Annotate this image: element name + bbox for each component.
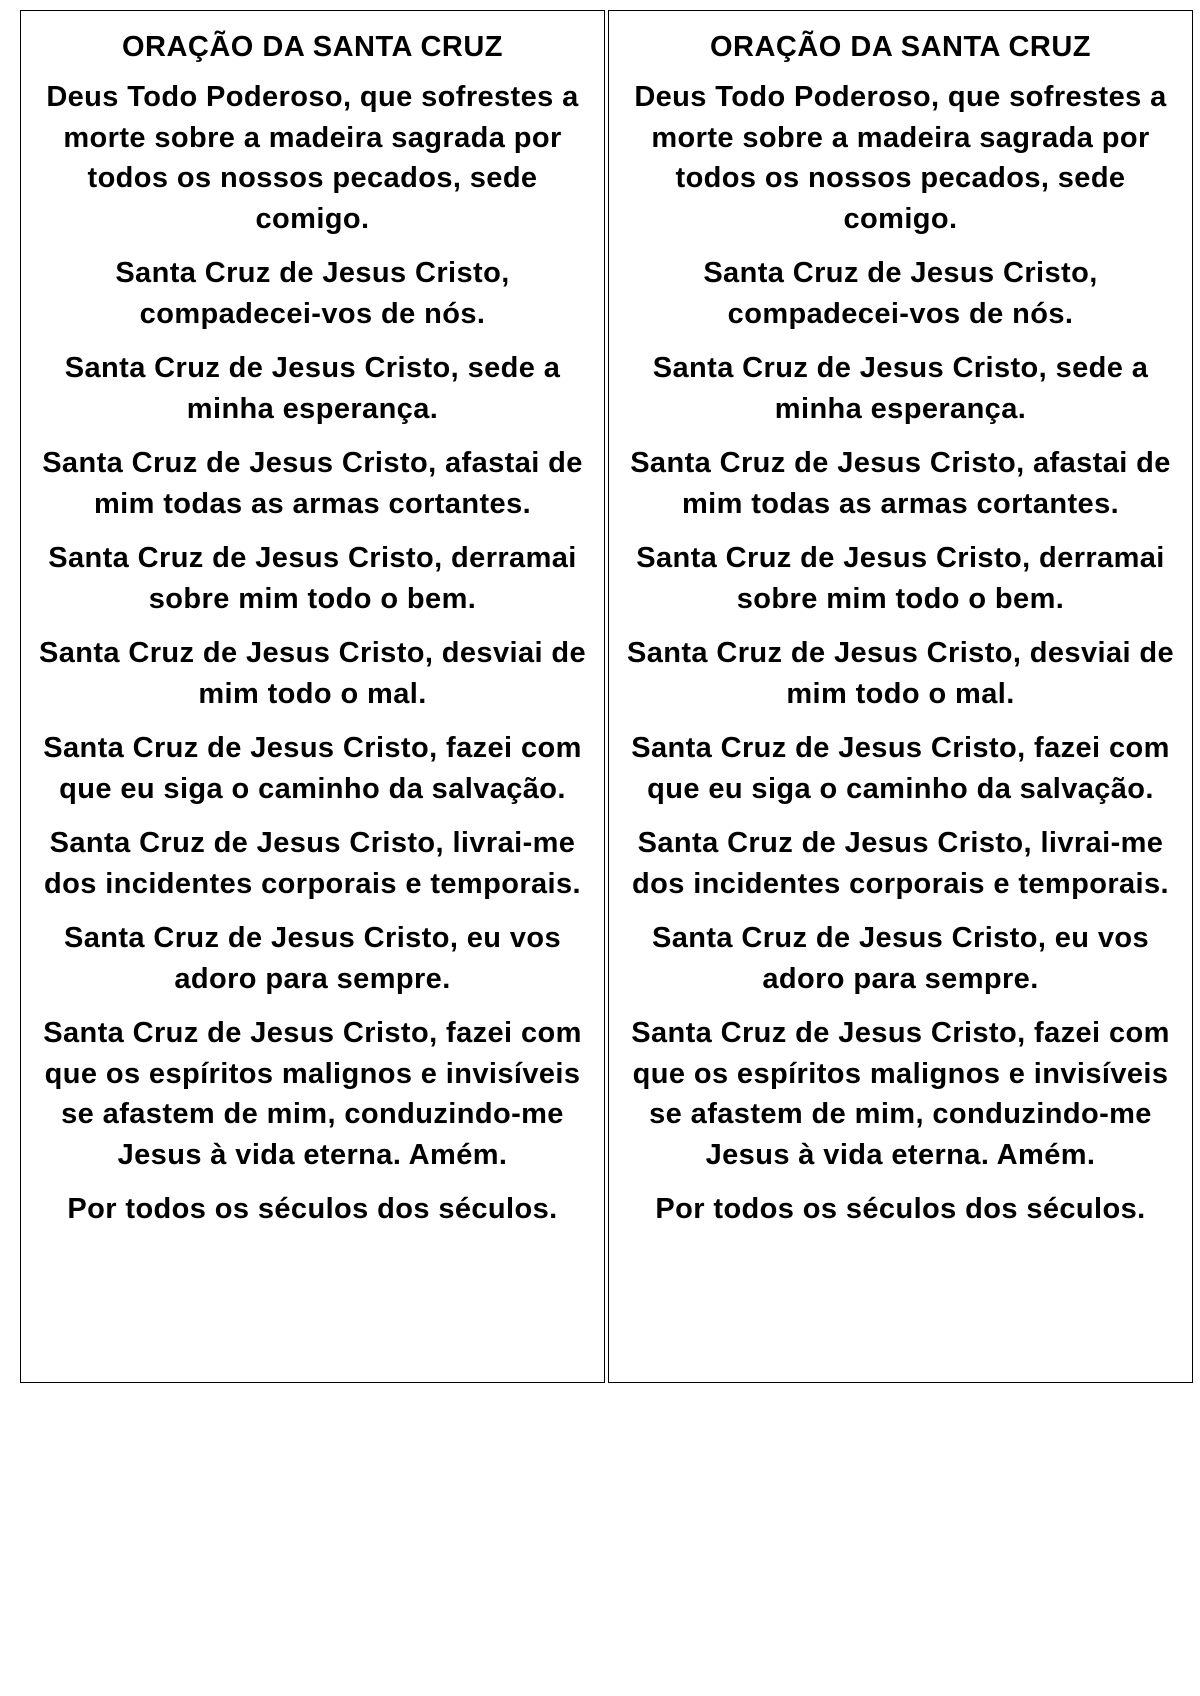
prayer-title: ORAÇÃO DA SANTA CRUZ xyxy=(121,31,504,63)
prayer-paragraph: Santa Cruz de Jesus Cristo, sede a minha esperança. xyxy=(652,352,1149,425)
prayer-paragraph: Santa Cruz de Jesus Cristo, fazei com que eu siga o caminho da salvação. xyxy=(43,732,582,805)
prayer-paragraph: Santa Cruz de Jesus Cristo, desviai de mim todo o mal. xyxy=(626,637,1175,710)
prayer-paragraph: Santa Cruz de Jesus Cristo, eu vos adoro para sempre. xyxy=(63,922,562,995)
prayer-title: ORAÇÃO DA SANTA CRUZ xyxy=(709,31,1092,63)
prayer-paragraph: Santa Cruz de Jesus Cristo, afastai de mim todas as armas cortantes. xyxy=(630,447,1171,520)
prayer-paragraph: Santa Cruz de Jesus Cristo, livrai-me dos incidentes corporais e temporais. xyxy=(44,827,581,900)
prayer-sheet xyxy=(20,10,1194,1385)
prayer-paragraph: Santa Cruz de Jesus Cristo, livrai-me dos incidentes corporais e temporais. xyxy=(632,827,1169,900)
prayer-paragraph: Santa Cruz de Jesus Cristo, desviai de mim todo o mal. xyxy=(38,637,587,710)
prayer-paragraph: Deus Todo Poderoso, que sofrestes a morte sobre a madeira sagrada por todos os nossos pecados, sede comigo. xyxy=(634,81,1167,235)
prayer-paragraph: Santa Cruz de Jesus Cristo, afastai de mim todas as armas cortantes. xyxy=(42,447,583,520)
prayer-paragraph: Por todos os séculos dos séculos. xyxy=(67,1193,558,1225)
prayer-card-right xyxy=(608,10,1193,1383)
prayer-paragraph: Deus Todo Poderoso, que sofrestes a morte sobre a madeira sagrada por todos os nossos pecados, sede comigo. xyxy=(46,81,579,235)
prayer-paragraph: Santa Cruz de Jesus Cristo, fazei com que os espíritos malignos e invisíveis se afastem de mim, conduzindo-me Jesus à vida eterna. Amém. xyxy=(631,1017,1170,1171)
prayer-paragraph: Por todos os séculos dos séculos. xyxy=(655,1193,1146,1225)
prayer-paragraph: Santa Cruz de Jesus Cristo, fazei com que eu siga o caminho da salvação. xyxy=(631,732,1170,805)
prayer-paragraph: Santa Cruz de Jesus Cristo, derramai sobre mim todo o bem. xyxy=(48,542,577,615)
prayer-paragraph: Santa Cruz de Jesus Cristo, sede a minha esperança. xyxy=(64,352,561,425)
prayer-paragraph: Santa Cruz de Jesus Cristo, compadecei-vos de nós. xyxy=(115,257,510,330)
prayer-paragraph: Santa Cruz de Jesus Cristo, derramai sobre mim todo o bem. xyxy=(636,542,1165,615)
prayer-paragraph: Santa Cruz de Jesus Cristo, fazei com que os espíritos malignos e invisíveis se afastem de mim, conduzindo-me Jesus à vida eterna. Amém. xyxy=(43,1017,582,1171)
prayer-paragraph: Santa Cruz de Jesus Cristo, compadecei-vos de nós. xyxy=(703,257,1098,330)
prayer-card-left xyxy=(20,10,605,1383)
prayer-paragraph: Santa Cruz de Jesus Cristo, eu vos adoro para sempre. xyxy=(651,922,1150,995)
